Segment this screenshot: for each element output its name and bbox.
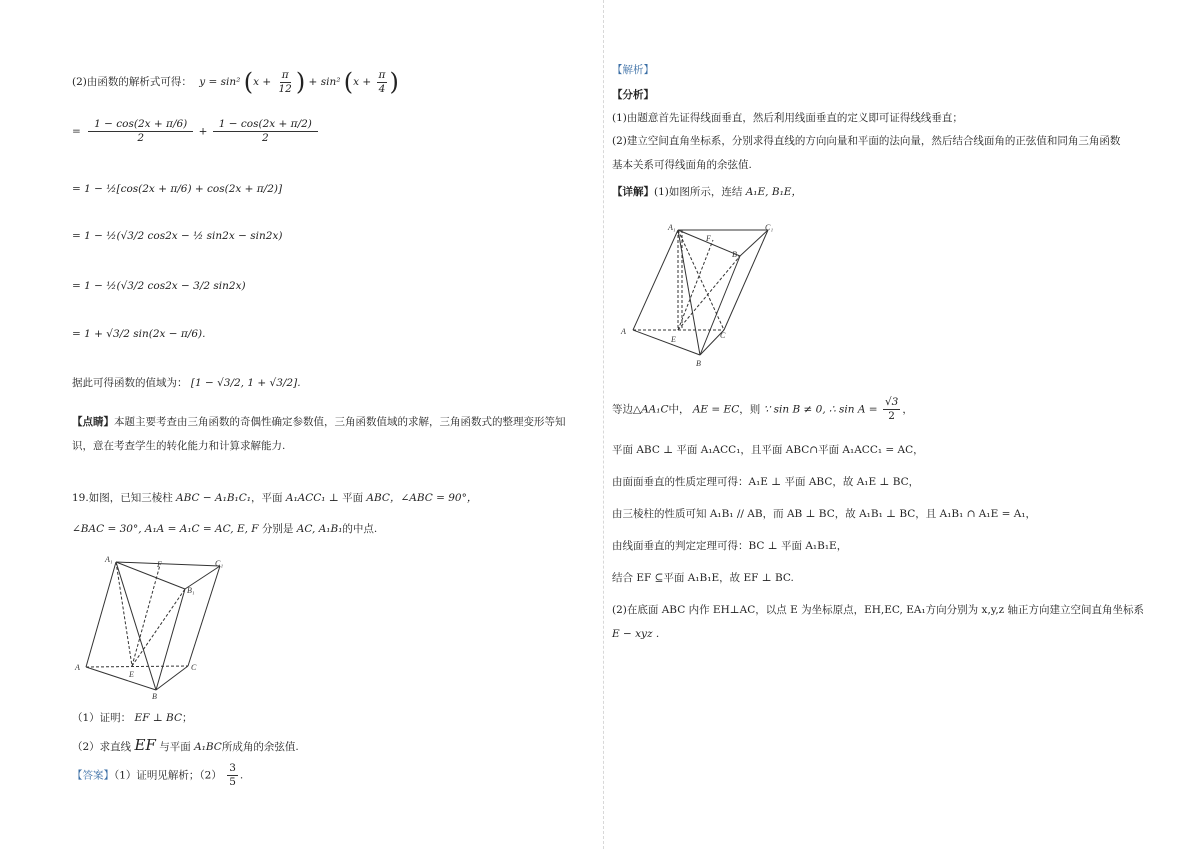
para-2: 平面 ABC ⊥ 平面 A₁ACC₁，且平面 ABC∩平面 A₁ACC₁ = AC，	[612, 444, 924, 456]
intro-expr: y = sin² (x + $\frac{\pi}{12}$ ) + sin² (x + $\frac{\pi}{4}$ )	[199, 68, 399, 96]
answer-den: 5	[229, 776, 236, 788]
q19-plane1: A₁ACC₁ ⊥	[285, 492, 339, 504]
range-text: 据此可得函数的值域为：	[72, 377, 188, 389]
intro-text: (2)由函数的解析式可得：	[72, 76, 192, 88]
fenxi-line-2a: (2)建立空间直角坐标系，分别求得直线的方向向量和平面的法向量，然后结合线面角的正弦值和同角三角函数	[612, 135, 1121, 147]
fig-left-label-c1: C₁	[215, 559, 224, 568]
left-column	[72, 0, 587, 849]
step4: = 1 − ½(√3/2 cos2x − 3/2 sin2x)	[72, 280, 246, 292]
fig-right-label-f: F	[706, 234, 711, 243]
fig-right-label-a1: A₁	[668, 223, 676, 232]
fig-right-label-c1: C₁	[765, 223, 774, 232]
sub2-mid: 与平面	[159, 741, 191, 753]
range-value: [1 − √3/2, 1 + √3/2].	[190, 377, 301, 389]
q19-text-d: 分别是	[261, 523, 294, 535]
right-column	[612, 0, 1145, 849]
p1-expr: ∵ sin B ≠ 0, ∴ sin A =	[763, 403, 878, 416]
step1-den-a: 2	[137, 132, 145, 144]
p1-eq: AE = EC	[692, 403, 740, 416]
q19-line-2	[72, 521, 377, 536]
sub-question-2	[72, 736, 299, 754]
page-divider	[603, 0, 604, 849]
answer-line: 【答案】（1）证明见解析；（2） $\frac{3}{5}$ .	[72, 762, 244, 788]
sub-question-1	[72, 710, 192, 725]
note-label: 【点睛】	[72, 416, 114, 428]
fig-left-label-c: C	[191, 663, 197, 672]
note-line-1	[72, 414, 566, 429]
fig-left-label-a1: A₁	[105, 555, 113, 564]
sub1-expr: EF ⊥ BC	[134, 712, 182, 724]
fenxi-line-2b: 基本关系可得线面角的余弦值.	[612, 159, 752, 171]
analysis-tag: 【解析】	[612, 64, 654, 76]
step1-num-b: 1 − cos(2x + π/2)	[213, 118, 318, 132]
p1-triangle: △AA₁C	[633, 403, 669, 416]
range-line	[72, 375, 301, 390]
fenxi-tag: 【分析】	[612, 89, 654, 101]
fenxi-line-1: (1)由题意首先证得线面垂直，然后利用线面垂直的定义即可证得线线垂直；	[612, 112, 963, 124]
step1: = $\frac{1 - \cos(2x + \pi/6)}{2}$ + $\frac{1 - \cos(2x + \pi/2)}{2}$	[72, 118, 320, 145]
para-7: (2)在底面 ABC 内作 EH⊥AC，以点 E 为坐标原点，EH,EC, EA₁方向分别为 x,y,z 轴正方向建立空间直角坐标系	[612, 604, 1145, 616]
detail-text: (1)如图所示，连结	[654, 186, 743, 198]
p1-text-b: 中，	[668, 403, 690, 416]
para-1	[612, 396, 913, 423]
fig-right-label-a: A	[621, 327, 626, 336]
detail-expr: A₁E, B₁E，	[745, 186, 802, 198]
prism-figure-left	[72, 553, 224, 703]
q19-line-1	[72, 490, 477, 505]
answer-text: （1）证明见解析；（2）	[114, 769, 222, 782]
fig-right-label-e: E	[671, 335, 676, 344]
sub1-end: ；	[181, 712, 193, 724]
fig-left-label-b: B	[152, 692, 157, 701]
answer-num: 3	[229, 762, 236, 774]
p1-text-c: ，则	[739, 403, 761, 416]
prism-figure-right	[620, 220, 790, 370]
step1-num-a: 1 − cos(2x + π/6)	[88, 118, 193, 132]
fig-right-label-b1: B₁	[732, 250, 740, 259]
para-8: E − xyz .	[612, 628, 660, 640]
sub2-end: 所成角的余弦值.	[221, 741, 299, 753]
q19-text-b: ，平面	[251, 492, 283, 504]
p1-text-a: 等边	[612, 403, 633, 416]
step3: = 1 − ½(√3/2 cos2x − ½ sin2x − sin2x)	[72, 230, 283, 242]
p1-num: √3	[884, 396, 899, 408]
para-6: 结合 EF ⊆平面 A₁B₁E，故 EF ⊥ BC.	[612, 572, 794, 584]
step5: = 1 + √3/2 sin(2x − π/6).	[72, 328, 206, 340]
fig-right-label-b: B	[696, 359, 701, 368]
q19-prism: ABC − A₁B₁C₁	[176, 492, 252, 504]
note-line-2: 识，意在考查学生的转化能力和计算求解能力.	[72, 440, 286, 452]
fig-left-label-f: F	[157, 560, 162, 569]
para-4: 由三棱柱的性质可知 A₁B₁ // AB，而 AB ⊥ BC，故 A₁B₁ ⊥ BC，且 A₁B₁ ∩ A₁E = A₁，	[612, 508, 1037, 520]
note-text-1: 本题主要考查由三角函数的奇偶性确定参数值，三角函数值域的求解，三角函数式的整理变形等知	[114, 416, 566, 428]
detail-tag: 【详解】	[612, 186, 654, 198]
p1-end: ，	[902, 403, 913, 416]
q19-segs: AC, A₁B₁	[296, 523, 343, 535]
sub2-plane: A₁BC	[194, 741, 222, 753]
intro-line	[72, 68, 399, 96]
sub2-label: （2）求直线	[72, 741, 132, 753]
detail-line	[612, 184, 802, 199]
step1-den-b: 2	[261, 132, 269, 144]
q19-text-a: 19.如图，已知三棱柱	[72, 492, 173, 504]
q19-text-e: 的中点.	[342, 523, 378, 535]
q19-cond: ∠BAC = 30°, A₁A = A₁C = AC, E, F	[72, 523, 259, 535]
para-3: 由面面垂直的性质定理可得：A₁E ⊥ 平面 ABC，故 A₁E ⊥ BC，	[612, 476, 920, 488]
para-5: 由线面垂直的判定定理可得：BC ⊥ 平面 A₁B₁E，	[612, 540, 848, 552]
sub2-ef: EF	[134, 736, 156, 754]
fig-left-label-b1: B₁	[187, 586, 195, 595]
sub1-label: （1）证明：	[72, 712, 132, 724]
fig-left-label-a: A	[75, 663, 80, 672]
step2: = 1 − ½[cos(2x + π/6) + cos(2x + π/2)]	[72, 183, 283, 195]
fig-right-label-c: C	[720, 331, 726, 340]
fig-left-label-e: E	[129, 670, 134, 679]
q19-plane2: ABC，∠ABC = 90°，	[366, 492, 478, 504]
q19-text-c: 平面	[342, 492, 364, 504]
p1-den: 2	[888, 410, 895, 422]
answer-label: 【答案】	[72, 769, 114, 782]
